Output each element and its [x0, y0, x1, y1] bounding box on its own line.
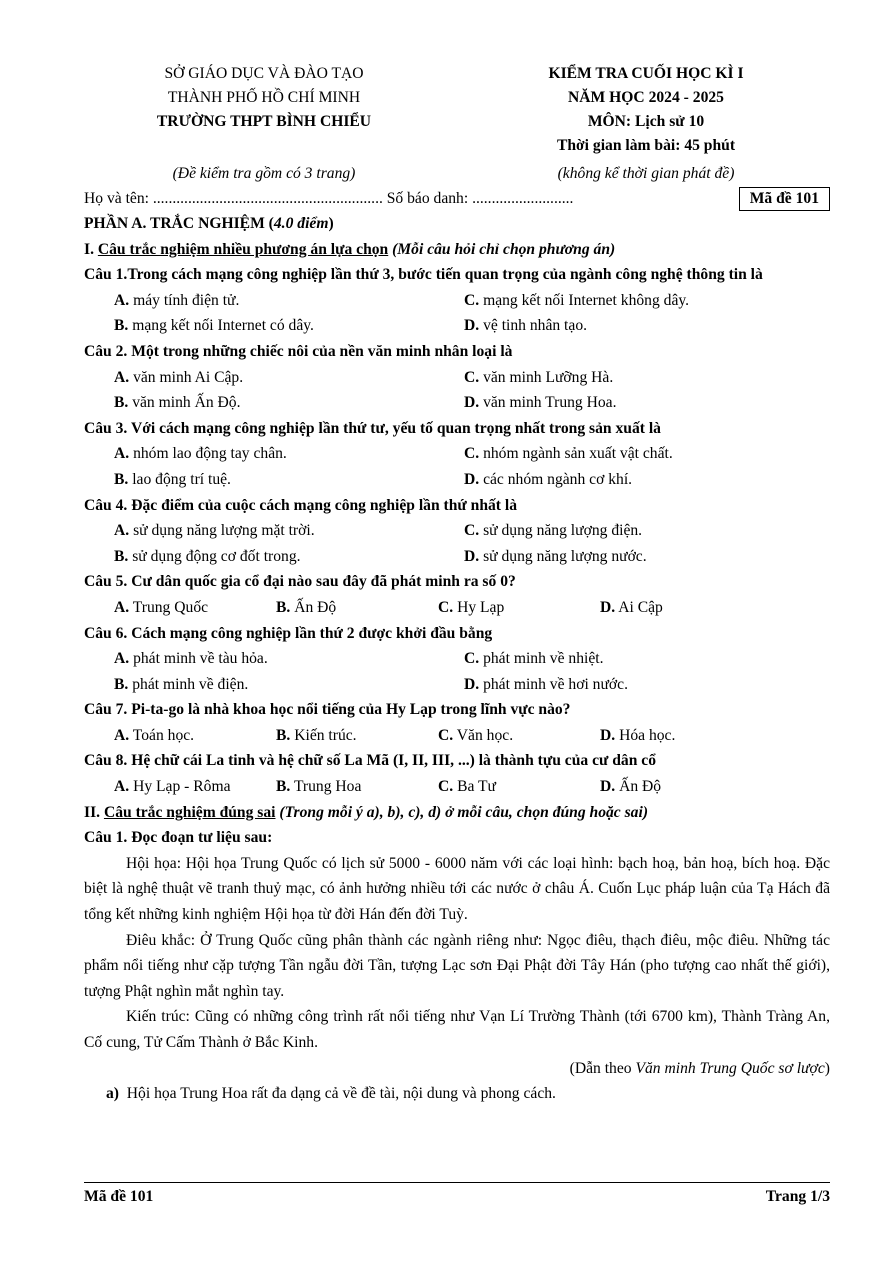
question-text: Câu 5. Cư dân quốc gia cổ đại nào sau đây đã phát minh ra số 0? — [84, 573, 516, 591]
answer-options — [84, 723, 830, 749]
answer-options — [84, 441, 830, 492]
answer-option[interactable] — [114, 288, 464, 314]
option-letter: C. — [464, 445, 480, 463]
answer-option[interactable] — [114, 467, 464, 493]
answer-option[interactable] — [114, 365, 464, 391]
option-letter: D. — [464, 317, 480, 335]
answer-option[interactable] — [114, 390, 464, 416]
department-name: SỞ GIÁO DỤC VÀ ĐÀO TẠO — [164, 65, 364, 82]
option-letter: B. — [276, 726, 291, 744]
option-text: Hóa học. — [619, 726, 676, 744]
footer-exam-code: Mã đề 101 — [84, 1188, 154, 1205]
question-text: Câu 8. Hệ chữ cái La tinh và hệ chữ số La Mã (I, II, III, ...) là thành tựu của cư dân cổ — [84, 752, 657, 770]
option-letter: B. — [276, 778, 291, 796]
option-text: văn minh Lưỡng Hà. — [483, 368, 614, 386]
answer-option[interactable] — [276, 595, 438, 621]
answer-option[interactable] — [438, 774, 600, 800]
answer-option[interactable] — [114, 595, 276, 621]
part-a-points: 4.0 điểm — [273, 215, 329, 232]
option-letter: D. — [600, 598, 616, 616]
option-letter: B. — [276, 598, 291, 616]
answer-option[interactable] — [114, 441, 464, 467]
option-letter: A. — [114, 726, 130, 744]
answer-options — [84, 365, 830, 416]
option-text: nhóm lao động tay chân. — [133, 445, 287, 463]
answer-option[interactable] — [438, 723, 600, 749]
answer-option[interactable] — [114, 723, 276, 749]
option-letter: C. — [464, 368, 480, 386]
answer-option[interactable] — [464, 365, 814, 391]
option-text: mạng kết nối Internet không dây. — [483, 291, 690, 309]
option-text: phát minh về tàu hỏa. — [133, 650, 268, 668]
answer-option[interactable] — [600, 723, 762, 749]
option-text: sử dụng năng lượng mặt trời. — [133, 522, 315, 540]
page-footer — [84, 1182, 830, 1209]
answer-option[interactable] — [464, 313, 814, 339]
exam-info-block — [496, 62, 796, 158]
school-year: NĂM HỌC 2024 - 2025 — [568, 89, 724, 106]
tf-item-a: a) Hội họa Trung Hoa rất đa dạng cả về đề tài, nội dung và phong cách. — [106, 1085, 556, 1103]
option-text: Toán học. — [132, 726, 195, 744]
option-letter: D. — [600, 778, 616, 796]
answer-option[interactable] — [114, 672, 464, 698]
answer-option[interactable] — [464, 390, 814, 416]
option-text: phát minh về hơi nước. — [483, 675, 628, 693]
pages-note: (Đề kiểm tra gồm có 3 trang) — [172, 165, 356, 182]
subject: MÔN: Lịch sử 10 — [587, 113, 705, 130]
option-letter: A. — [114, 522, 130, 540]
option-letter: C. — [438, 726, 454, 744]
option-letter: A. — [114, 598, 130, 616]
option-text: sử dụng năng lượng nước. — [483, 547, 647, 565]
answer-option[interactable] — [114, 774, 276, 800]
option-letter: A. — [114, 445, 130, 463]
answer-option[interactable] — [114, 313, 464, 339]
answer-option[interactable] — [464, 288, 814, 314]
option-letter: B. — [114, 675, 129, 693]
option-letter: D. — [464, 394, 480, 412]
city-name: THÀNH PHỐ HỒ CHÍ MINH — [167, 89, 361, 106]
option-text: Hy Lạp - Rôma — [133, 778, 231, 796]
exam-page — [84, 62, 830, 1107]
option-text: lao động trí tuệ. — [132, 470, 231, 488]
option-letter: D. — [464, 470, 480, 488]
option-letter: C. — [464, 291, 480, 309]
section-1-title: I. Câu trắc nghiệm nhiều phương án lựa chọn (Mỗi câu hỏi chỉ chọn phương án) — [84, 240, 616, 258]
answer-option[interactable] — [464, 441, 814, 467]
question-text: Câu 7. Pi-ta-go là nhà khoa học nổi tiếng của Hy Lạp trong lĩnh vực nào? — [84, 701, 571, 719]
question-text: Câu 4. Đặc điểm của cuộc cách mạng công nghiệp lần thứ nhất là — [84, 496, 518, 514]
tf-question-1-title: Câu 1. Đọc đoạn tư liệu sau: — [84, 829, 273, 847]
answer-option[interactable] — [600, 774, 762, 800]
option-letter: B. — [114, 394, 129, 412]
option-letter: D. — [464, 675, 480, 693]
option-text: nhóm ngành sản xuất vật chất. — [483, 445, 673, 463]
school-name: TRƯỜNG THPT BÌNH CHIỂU — [156, 113, 372, 130]
option-letter: B. — [114, 547, 129, 565]
option-text: Trung Hoa — [293, 778, 362, 796]
option-letter: B. — [114, 470, 129, 488]
option-text: Kiến trúc. — [294, 726, 357, 744]
option-text: văn minh Ai Cập. — [133, 368, 244, 386]
option-letter: C. — [438, 778, 454, 796]
answer-option[interactable] — [600, 595, 762, 621]
answer-option[interactable] — [464, 518, 814, 544]
reading-paragraph-sculpture: Điêu khắc: Ở Trung Quốc cũng phân thành các ngành riêng như: Ngọc điêu, thạch điêu, mộc điêu. Những tác phẩm nổi tiếng như cặp tượng Tần ngẫu đời Tần, tượng Lạc sơn Đại Phật đời Tây Hán (pho tượng cao nhất thế giới), tượng Phật nghìn mắt nghìn tay. — [84, 931, 830, 1000]
question-text: Câu 6. Cách mạng công nghiệp lần thứ 2 được khởi đầu bằng — [84, 624, 493, 642]
exam-code-box: Mã đề 101 — [739, 187, 830, 211]
answer-option[interactable] — [438, 595, 600, 621]
answer-option[interactable] — [114, 646, 464, 672]
option-letter: C. — [464, 650, 480, 668]
option-text: mạng kết nối Internet có dây. — [132, 317, 314, 335]
option-text: máy tính điện tử. — [133, 291, 240, 309]
option-text: sử dụng năng lượng điện. — [483, 522, 643, 540]
option-letter: D. — [600, 726, 616, 744]
option-text: phát minh về nhiệt. — [483, 650, 604, 668]
answer-option[interactable] — [276, 723, 438, 749]
option-text: Ba Tư — [457, 778, 496, 796]
option-text: vệ tinh nhân tạo. — [483, 317, 588, 335]
option-letter: B. — [114, 317, 129, 335]
option-letter: C. — [438, 598, 454, 616]
answer-option[interactable] — [114, 518, 464, 544]
reading-source: (Dẫn theo Văn minh Trung Quốc sơ lược) — [569, 1059, 830, 1077]
option-letter: A. — [114, 291, 130, 309]
option-text: văn minh Trung Hoa. — [483, 394, 617, 412]
answer-option[interactable] — [464, 646, 814, 672]
answer-option[interactable] — [464, 672, 814, 698]
option-text: văn minh Ấn Độ. — [132, 394, 241, 412]
option-letter: D. — [464, 547, 480, 565]
option-text: Trung Quốc — [132, 598, 209, 616]
option-text: phát minh về điện. — [132, 675, 249, 693]
option-text: Hy Lạp — [457, 598, 505, 616]
question-text: Câu 2. Một trong những chiếc nôi của nền văn minh nhân loại là — [84, 342, 513, 360]
option-letter: A. — [114, 650, 130, 668]
answer-option[interactable] — [464, 467, 814, 493]
answer-options — [84, 595, 830, 621]
answer-options — [84, 288, 830, 339]
multiple-choice-questions — [84, 262, 830, 799]
option-text: Ấn Độ — [294, 598, 337, 616]
footer-page-number: Trang 1/3 — [765, 1188, 830, 1205]
answer-option[interactable] — [464, 544, 814, 570]
reading-paragraph-architecture: Kiến trúc: Cũng có những công trình rất nổi tiếng như Vạn Lí Trường Thành (tới 6700 km), Thành Tràng An, Cố cung, Tử Cấm Thành ở Bắc Kinh. — [84, 1008, 830, 1051]
section-2-title: II. Câu trắc nghiệm đúng sai (Trong mỗi ý a), b), c), d) ở mỗi câu, chọn đúng hoặc sai) — [84, 803, 649, 821]
answer-options — [84, 518, 830, 569]
answer-option[interactable] — [276, 774, 438, 800]
option-text: Ấn Độ — [619, 778, 662, 796]
student-name-field[interactable]: Họ và tên: ........................................................... Số báo danh: .......................... — [84, 190, 574, 208]
time-note: (không kể thời gian phát đề) — [557, 165, 735, 182]
reading-paragraph-painting: Hội họa: Hội họa Trung Quốc có lịch sử 5000 - 6000 năm với các loại hình: bạch hoạ, bản hoạ, bích hoạ. Đặc biệt là nghệ thuật vẽ tranh thuỷ mạc, có ảnh hưởng nhiều tới các nước ở châu Á. Cuốn Lục pháp luận của Tạ Hách đã tổng kết những kinh nghiệm Hội họa từ đời Hán đến đời Tuỳ. — [84, 854, 830, 924]
school-block — [84, 62, 444, 158]
answer-options — [84, 646, 830, 697]
option-text: sử dụng động cơ đốt trong. — [132, 547, 301, 565]
student-info-line — [84, 187, 830, 211]
question-text: Câu 1.Trong cách mạng công nghiệp lần thứ 3, bước tiến quan trọng của ngành công nghệ thông tin là — [84, 266, 763, 284]
option-letter: A. — [114, 368, 130, 386]
option-text: Ai Cập — [618, 598, 663, 616]
option-text: Văn học. — [456, 726, 514, 744]
part-a-title: PHẦN A. TRẮC NGHIỆM (4.0 điểm) — [84, 215, 334, 232]
duration: Thời gian làm bài: 45 phút — [556, 137, 736, 154]
question-text: Câu 3. Với cách mạng công nghiệp lần thứ tư, yếu tố quan trọng nhất trong sản xuất là — [84, 419, 661, 437]
exam-notes — [84, 163, 830, 185]
answer-options — [84, 774, 830, 800]
exam-title: KIỂM TRA CUỐI HỌC KÌ I — [548, 65, 744, 82]
option-text: các nhóm ngành cơ khí. — [483, 470, 633, 488]
answer-option[interactable] — [114, 544, 464, 570]
option-letter: A. — [114, 778, 130, 796]
option-letter: C. — [464, 522, 480, 540]
exam-header — [84, 62, 830, 158]
